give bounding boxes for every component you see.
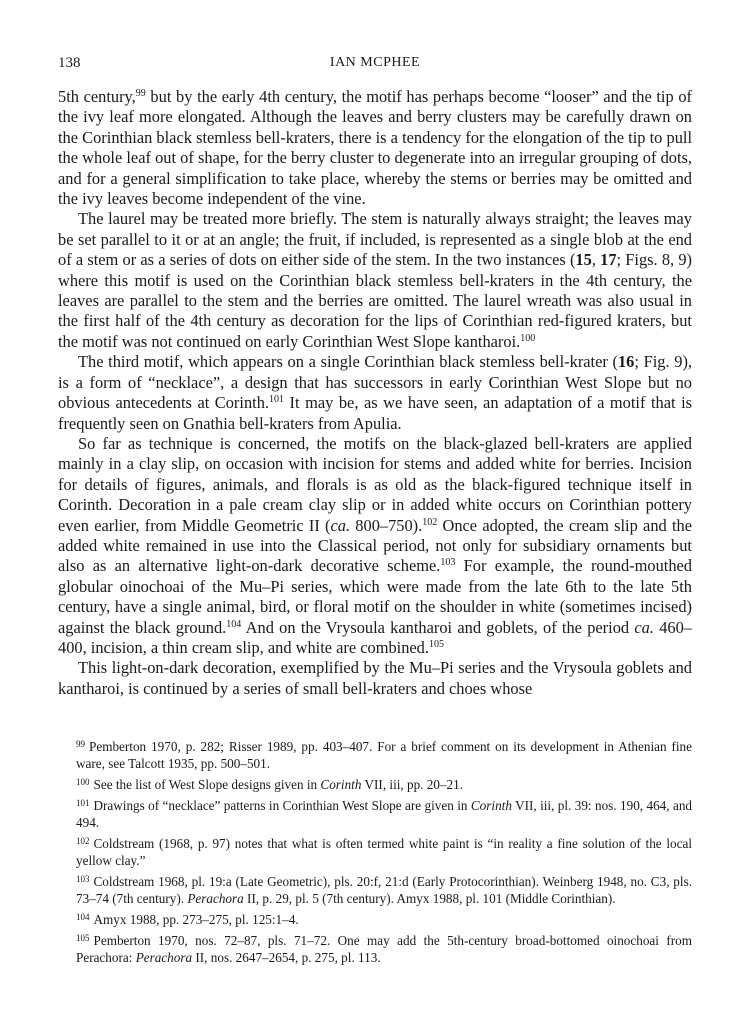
footnote-101 (58, 797, 692, 831)
footnote-number: 101 (76, 798, 90, 808)
text-span: Once adopted, the cream slip and the added white remained in use into the Classical period, not only for subsidiary ornaments but also as an alternative light-on-dark decorative scheme. (58, 515, 692, 576)
paragraph-3 (58, 352, 692, 434)
text-span: So far as technique is concerned, the motifs on the black-glazed bell-kraters are applied mainly in a clay slip, on occasion with incision for stems and added white for berries. Incision for details of figures, animals, and florals is as old as the black-figured technique itself in Corinth. Decoration in a pale cream clay slip or in added white occurs on Corinthian pottery even earlier, from Middle Geometric II ( (58, 433, 692, 535)
paragraph-5 (58, 658, 692, 699)
footnote-text: Drawings of “necklace” patterns in Corinthian West Slope are given in (93, 798, 471, 813)
footnote-ref: 99 (135, 88, 146, 99)
text-span: , (591, 250, 601, 270)
text-span: ; Fig. 9), is a form of “necklace”, a design that has successors in early Corinthian West Slope but no obvious antecedents at Corinth. (58, 352, 693, 413)
footnote-100 (58, 776, 692, 793)
footnote-103 (58, 873, 692, 907)
italic-text: ca. (330, 515, 351, 535)
text-span: For example, the round-mouthed globular oinochoai of the Mu–Pi series, which were made from the late 6th to the late 5th century, have a single animal, bird, or floral motif on the shoulder in white (sometimes incised) against the black ground. (58, 556, 692, 637)
footnote-number: 103 (76, 874, 90, 884)
page-number: 138 (58, 55, 81, 71)
page-header (58, 55, 692, 77)
text-span: ; Figs. 8, 9) where this motif is used on the Corinthian black stemless bell-kraters in the 4th century, the leaves are parallel to the stem and the berries are omitted. The laurel wreath was also usual in the first half of the 4th century as decoration for the lips of Corinthian red-figured kraters, but the motif was not continued on early Corinthian West Slope kantharoi. (58, 250, 692, 351)
text-span: but by the early 4th century, the motif has perhaps become “looser” and the tip of the ivy leaf more elongated. Although the leaves and berry clusters may be carefully drawn on the Corinthian black stemless bell-kraters, there is a tendency for the elongation of the tip to pull the whole leaf out of shape, for the berry cluster to degenerate into an irregular grouping of dots, and for a general simplification to take place, whereby the stems or berries may be omitted and the ivy leaves become independent of the vine. (58, 87, 692, 209)
italic-text: Corinth (320, 777, 362, 792)
text-span: 800–750). (350, 515, 423, 535)
text-span: 5th century, (58, 87, 136, 106)
footnote-number: 99 (76, 739, 85, 749)
italic-text: ca. (634, 617, 654, 637)
footnote-ref: 102 (422, 516, 438, 528)
footnote-number: 102 (76, 836, 90, 846)
footnote-text: Coldstream (1968, p. 97) notes that what is often termed white paint is “in reality a fine solution of the local yellow clay.” (76, 836, 692, 868)
catalogue-number: 15 (575, 250, 592, 270)
footnote-text: Pemberton 1970, p. 282; Risser 1989, pp. 403–407. For a brief comment on its development in Athenian fine ware, see Talcott 1935, pp. 500–501. (76, 739, 692, 771)
text-span: The laurel may be treated more briefly. The stem is naturally always straight; the leaves may be set parallel to it or at an angle; the fruit, if included, is represented as a single blob at the end of a stem or as a series of dots on either side of the stem. In the two instances ( (58, 209, 692, 270)
footnote-104 (58, 911, 692, 928)
text-span: The third motif, which appears on a single Corinthian black stemless bell-krater ( (78, 352, 618, 372)
footnote-number: 100 (76, 777, 90, 787)
paragraph-4 (58, 434, 692, 658)
footnote-105 (58, 932, 692, 966)
footnote-number: 104 (76, 912, 90, 922)
text-span: And on the Vrysoula kantharoi and goblets, of the period (241, 617, 635, 637)
footnote-text: II, nos. 2647–2654, p. 275, pl. 113. (192, 950, 381, 965)
text-span: It may be, as we have seen, an adaptation of a motif that is frequently seen on Gnathia bell-kraters from Apulia. (58, 393, 692, 433)
italic-text: Corinth (470, 798, 512, 813)
footnote-ref: 103 (440, 557, 456, 569)
footnote-text: Amyx 1988, pp. 273–275, pl. 125:1–4. (93, 912, 299, 927)
catalogue-number: 17 (600, 250, 617, 270)
paragraph-2 (58, 209, 692, 352)
footnote-102 (58, 835, 692, 869)
footnote-ref: 100 (520, 332, 536, 344)
footnote-text: Coldstream 1968, pl. 19:a (Late Geometric), pls. 20:f, 21:d (Early Protocorinthian). Weinberg 1948, no. C3, pls. 73–74 (7th century). (76, 874, 692, 906)
footnotes (58, 738, 692, 970)
italic-text: Perachora (187, 891, 244, 906)
footnote-ref: 104 (226, 618, 242, 630)
catalogue-number: 16 (617, 352, 635, 372)
footnote-text: VII, iii, pl. 39: nos. 190, 464, and 494. (76, 798, 693, 830)
text-span: 460–400, incision, a thin cream slip, and white are combined. (58, 617, 692, 657)
italic-text: Perachora (135, 950, 193, 965)
footnote-text: Pemberton 1970, nos. 72–87, pls. 71–72. One may add the 5th-century broad-bottomed oinochoai from Perachora: (76, 933, 692, 965)
footnote-ref: 101 (269, 394, 284, 406)
footnote-99 (58, 738, 692, 772)
body-text (58, 87, 692, 699)
paragraph-1 (58, 87, 692, 209)
footnote-text: VII, iii, pp. 20–21. (361, 777, 464, 792)
footnote-number: 105 (76, 933, 90, 943)
running-head: IAN MCPHEE (329, 55, 421, 70)
text-span: This light-on-dark decoration, exemplified by the Mu–Pi series and the Vrysoula goblets and kantharoi, is continued by a series of small bell-kraters and choes whose (58, 658, 692, 698)
footnote-ref: 105 (428, 638, 444, 650)
footnote-text: II, p. 29, pl. 5 (7th century). Amyx 1988, pl. 101 (Middle Corinthian). (243, 891, 616, 906)
footnote-text: See the list of West Slope designs given in (93, 777, 321, 792)
